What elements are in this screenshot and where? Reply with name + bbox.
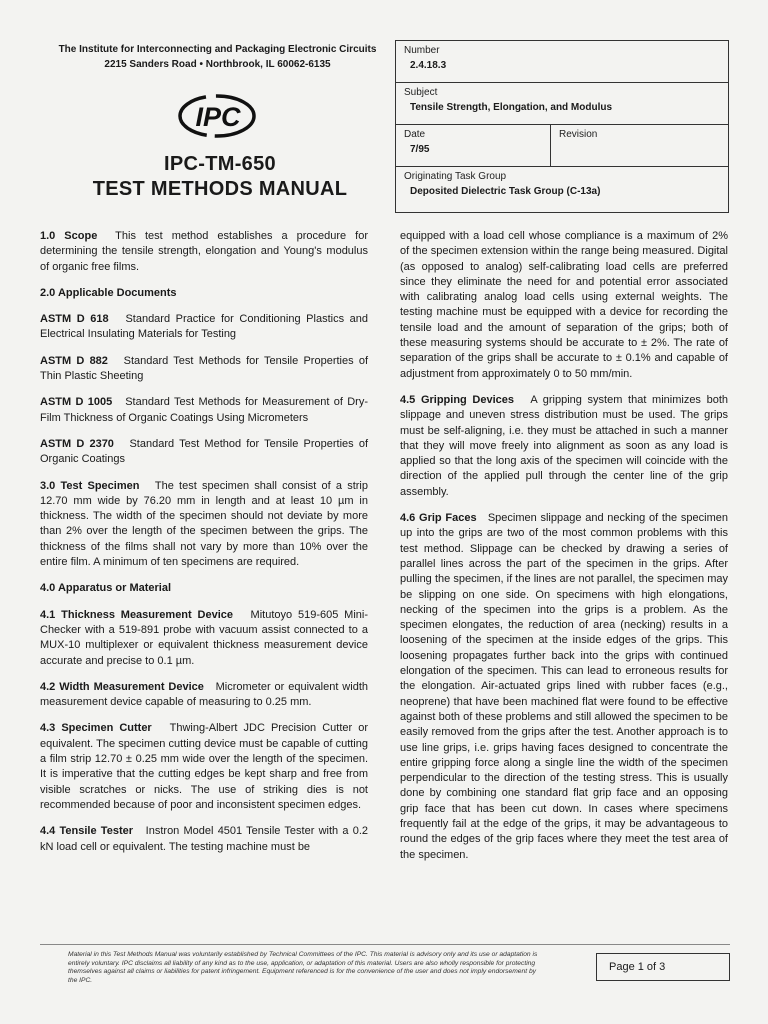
date-cell: [396, 125, 550, 166]
paragraph-text: Thwing-Albert JDC Precision Cutter or equivalent. The specimen cutting device must be capable of cutting a film strip 12.70 ± 0.25 mm wide over the length of the specimen. It is imperative that the cutting edges be kept sharp and free from visible scratches or nicks. The use of striking dies is not recommended because of poor and inconsistent specimen edges.: [40, 722, 368, 811]
date-value: 7/95: [410, 144, 430, 155]
section-heading: 4.3 Specimen Cutter: [40, 722, 152, 735]
reference-id: ASTM D 2370: [40, 437, 114, 450]
page-number-box: [596, 953, 730, 981]
paragraph-text: Mitutoyo 519-605 Mini-Checker with a 519-891 probe with vacuum assist connected to a MUX-10 multiplexer or equivalent thickness measurement device accurate and precise to 0.1 µm.: [40, 608, 369, 667]
date-revision-row: [396, 125, 728, 167]
revision-label: Revision: [559, 129, 598, 140]
paragraph-text: Micrometer or equivalent width measurement device capable of measuring to 0.25 mm.: [40, 680, 368, 709]
page-number: Page 1 of 3: [609, 961, 666, 973]
reference-title: Standard Test Methods for Tensile Properties of Thin Plastic Sheeting: [40, 354, 368, 383]
width-device-paragraph: [40, 680, 368, 711]
section-heading: 4.5 Gripping Devices: [400, 393, 515, 406]
tensile-tester-paragraph: [40, 824, 368, 855]
reference-title: Standard Test Methods for Measurement of Dry-Film Thickness of Organic Coatings Using Micrometers: [40, 396, 368, 424]
thickness-device-paragraph: [40, 608, 368, 669]
section-heading: 4.1 Thickness Measurement Device: [40, 608, 234, 621]
section-heading: 4.0 Apparatus or Material: [40, 582, 172, 595]
paragraph-text: This test method establishes a procedure for determining the tensile strength, elongation and Young's modulus of organic free films.: [40, 230, 368, 273]
manual-title: [60, 152, 380, 202]
paragraph-text: A gripping system that minimizes both slippage and uneven stress distribution must be used. The grips must be self-aligning, i.e. they must be attached in such a manner that they will move freely into alignment as soon as any load is applied so that the long axis of the specimen will coincide with the direction of the applied pull through the center line of the grip assembly.: [400, 393, 728, 498]
reference-title: Standard Test Method for Tensile Properties of Organic Coatings: [40, 437, 369, 466]
reference-id: ASTM D 1005: [40, 396, 113, 409]
reference-astm-d1005: [40, 395, 368, 426]
reference-astm-d2370: [40, 437, 368, 468]
task-group-label: Originating Task Group: [404, 171, 507, 182]
reference-astm-d618: [40, 312, 368, 343]
disclaimer-text: Material in this Test Methods Manual was voluntarily established by Technical Committees of the IPC. This material is advisory only and its use or adaptation is entirely voluntary. IPC disclaims all liability of any kind as to the use, application, or adaptation of this material. Users are also wholly responsible for protecting themselves against all claims or liabilities for patent infringement. Equipment referenced is for the convenience of the user and does not imply endorsement by the IPC.: [68, 951, 538, 984]
section-heading: 4.4 Tensile Tester: [40, 825, 134, 838]
paragraph-text: The test specimen shall consist of a strip 12.70 mm wide by 76.20 mm in length and at least 10 µm in thickness. The width of the specimen should not deviate by more than 2% over the length of the specimen between the grips. The thickness of the films shall not vary by more than 10% over the entire film. A minimum of ten specimens are required.: [40, 479, 368, 569]
reference-id: ASTM D 618: [40, 313, 109, 326]
reference-astm-d882: [40, 354, 368, 385]
grip-faces-paragraph: [400, 511, 728, 863]
task-group-value: Deposited Dielectric Task Group (C-13a): [410, 186, 601, 197]
task-group-row: [396, 167, 728, 213]
section-heading: 3.0 Test Specimen: [40, 479, 140, 492]
number-row: [396, 41, 728, 83]
organization-header: [40, 42, 395, 72]
gripping-devices-paragraph: [400, 393, 728, 500]
specimen-cutter-paragraph: [40, 721, 368, 813]
paragraph-text: Instron Model 4501 Tensile Tester with a 0.2 kN load cell or equivalent. The testing machine must be: [40, 825, 368, 853]
document-info-box: [395, 40, 729, 213]
subject-row: [396, 83, 728, 125]
date-label: Date: [404, 129, 426, 140]
paragraph-text: Specimen slippage and necking of the specimen up into the grips are two of the most common problems with this test method. Slippage can be checked by drawing a series of parallel lines across the part of the specimen in the grips. After pulling the specimen, if the lines are not parallel, the specimen may be slipping on one side. On specimens with high elongations, necking of the specimen into the grips is a problem. As the specimen elongates, the reduction of area (necking) results in a loosening of the specimen at the inside edges of the grips. This loosening propagates further back into the grips with continued elongation of the specimen. This can lead to erroneous results for the elongation. Air-actuated grips lined with rubber faces (e.g., neoprene) that have been machined flat were found to be effective against both of these problems and still allowed the specimen to be easily removed from the grips after the test. Another approach is to use line grips, i.e. grips having faces designed to concentrate the entire gripping force along a single line the width of the specimen perpendicular to the direction of the testing stress. This is usually done by combining one standard flat grip face and an opposing grip face that has been cut down. In cases where specimens frequently fail at the edge of the grips, it may be advantageous to round the edges of the grip faces where they meet the test area of the specimen.: [400, 512, 728, 861]
manual-id: IPC-TM-650: [164, 153, 276, 175]
reference-title: Standard Practice for Conditioning Plastics and Electrical Insulating Materials for Testing: [40, 313, 369, 341]
number-label: Number: [404, 45, 440, 56]
section-heading: 4.6 Grip Faces: [400, 512, 477, 525]
footer-divider: [40, 944, 730, 945]
org-name: The Institute for Interconnecting and Packaging Electronic Circuits: [58, 44, 377, 55]
logo-text: IPC: [195, 102, 241, 132]
left-column: [40, 229, 368, 866]
test-specimen-paragraph: [40, 479, 368, 571]
section-heading: 1.0 Scope: [40, 230, 98, 242]
scope-paragraph: [40, 229, 368, 275]
number-value: 2.4.18.3: [410, 60, 447, 71]
right-column: [400, 229, 728, 874]
org-address: 2215 Sanders Road • Northbrook, IL 60062-6135: [104, 59, 331, 70]
manual-name: TEST METHODS MANUAL: [92, 178, 348, 200]
section-heading: 2.0 Applicable Documents: [40, 286, 177, 299]
tensile-tester-continued: equipped with a load cell whose compliance is a maximum of 2% of the specimen extension within the range being measured. Digital (as opposed to analog) self-calibrating load cells are preferred since they eliminate the need for and potential error associated with calibrating analog load cells using external weights. The testing machine must be equipped with a device for recording the tensile load and the amount of separation of the grips; both of these measuring systems should be accurate to ± 2%. The rate of separation of the grips shall be accurate to ± 0.1% and capable of adjustment from approximately 0 to 50 mm/min.: [400, 230, 728, 380]
revision-cell: [550, 125, 728, 166]
ipc-logo: [177, 93, 257, 139]
reference-id: ASTM D 882: [40, 354, 108, 367]
subject-label: Subject: [404, 87, 438, 98]
subject-value: Tensile Strength, Elongation, and Modulus: [410, 102, 613, 113]
section-heading: 4.2 Width Measurement Device: [40, 680, 204, 693]
